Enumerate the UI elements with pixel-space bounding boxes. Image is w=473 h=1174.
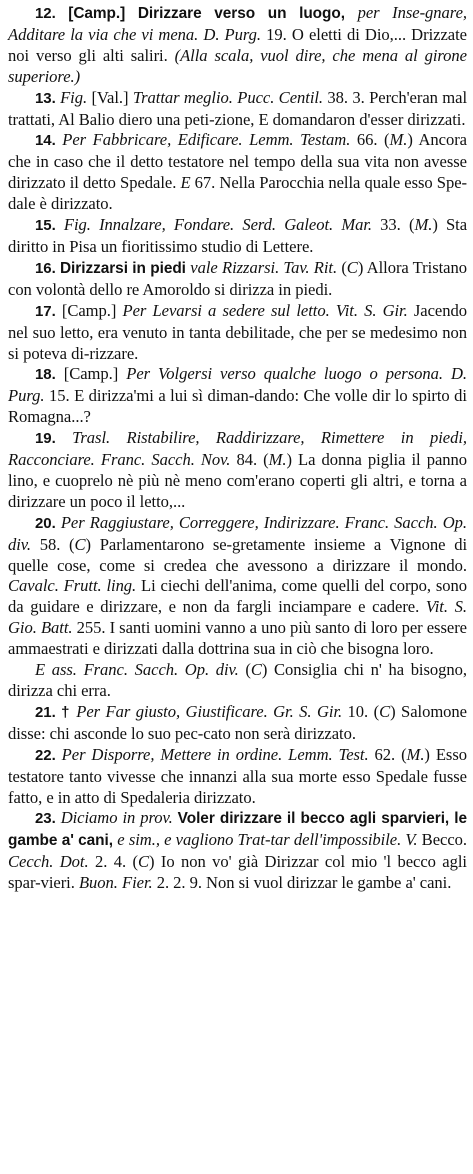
dictionary-entry	[8, 808, 467, 894]
text-span: Li ciechi dell'anima, come quelli del corpo, sono da guidare e dirizzare, e non da fargli inciampare e cadere.	[8, 576, 468, 617]
italic-text: Cecch. Dot.	[8, 852, 89, 872]
entry-number: 14.	[35, 132, 63, 150]
entry-number: 12.	[35, 5, 69, 22]
italic-text: C	[137, 852, 149, 872]
italic-text: M.	[268, 450, 287, 470]
text-span: 33. (	[372, 215, 415, 235]
italic-text: Buon. Fier.	[78, 873, 153, 893]
text-span: 84. (	[230, 450, 269, 470]
text-span: (	[337, 257, 347, 277]
italic-text: E	[180, 173, 191, 193]
italic-text: per Inse-gnare, Additare la via che vi mena. D. Purg.	[8, 3, 468, 44]
text-span: 67. Nella Parocchia nella quale esso Spe-dale è dirizzato.	[8, 173, 467, 214]
text-span: 38. 3. Perch'eran mal trattati, Al Balio diero una peti-zione, E domandaron d'esser dirizzati.	[8, 87, 468, 129]
dictionary-entry	[8, 88, 467, 131]
text-span: (	[238, 660, 251, 680]
text-span: [Camp.]	[61, 300, 123, 320]
entry-number: 18.	[35, 366, 64, 384]
text-span: ) Sta diritto in Pisa un fioritissimo studio di Lettere.	[8, 215, 468, 256]
italic-text: C	[379, 701, 391, 721]
text-span: 19. O eletti di Dio,... Drizzate noi verso gli alti saliri.	[8, 24, 467, 65]
text-span: ) Salomone disse: chi asconde lo suo pec-cato non serà dirizzato.	[8, 701, 467, 743]
entry-number: 19.	[35, 430, 73, 448]
italic-text: E ass. Franc. Sacch. Op. div.	[35, 660, 239, 680]
italic-text: C	[74, 534, 86, 554]
italic-text: Per Raggiustare, Correggere, Indirizzare. Franc. Sacch. Op. div.	[8, 512, 467, 554]
italic-text: C	[250, 660, 262, 680]
italic-text: C	[346, 257, 358, 277]
italic-text: M.	[414, 215, 433, 235]
entry-number: 23.	[35, 810, 61, 828]
dictionary-entry	[8, 258, 467, 301]
text-span: ) Allora Tristano con volontà dello re Amoroldo si dirizza in piedi.	[8, 257, 467, 299]
text-span: ) Parlamentarono se-gretamente insieme a Vignone di quelle cose, come si credea che avessono a dirizzare il mondo.	[8, 534, 467, 575]
text-span: ) Esso testatore tanto vivesse che innanzi alla sua morte esso Spedale fusse fatto, e in atto di Spedaleria dirizzato.	[8, 744, 467, 807]
italic-text: Per Fabbricare, Edificare. Lemm. Testam.	[62, 130, 351, 150]
italic-text: Vit. S. Gio. Batt.	[8, 597, 467, 638]
bold-text: Dirizzarsi in piedi	[59, 259, 191, 277]
italic-text: M.	[406, 744, 425, 764]
dictionary-entry	[8, 428, 467, 513]
dictionary-entry	[8, 364, 467, 428]
italic-text: Trasl. Ristabilire, Raddirizzare, Rimettere in piedi, Racconciare. Franc. Sacch. Nov.	[8, 428, 467, 470]
text-span: Jacendo nel suo letto, era venuto in tanta debilitade, che per se medesimo non si poteva di-rizzare.	[8, 300, 467, 363]
italic-text: Fig.	[60, 87, 88, 107]
dictionary-entry	[8, 513, 467, 660]
bold-text: [Camp.] Dirizzare verso un luogo,	[68, 5, 358, 22]
text-span: 2. 2. 9. Non si vuol dirizzar le gambe a' cani.	[152, 873, 452, 893]
bold-text: Voler dirizzare il becco agli sparvieri, le gambe a' cani,	[8, 810, 467, 850]
entry-number: 21. †	[35, 703, 77, 721]
text-span: ) Io non vo' già Dirizzar col mio 'l becco agli spar-vieri.	[8, 852, 467, 893]
italic-text: vale Rizzarsi. Tav. Rit.	[190, 257, 338, 277]
italic-text: Per Far giusto, Giustificare. Gr. S. Gir.	[76, 701, 343, 721]
text-span: ) Consiglia chi n' ha bisogno, dirizza chi erra.	[8, 660, 467, 700]
text-span: 15. E dirizza'mi a lui sì diman-dando: Che volle dir lo spirto di Romagna...?	[8, 386, 467, 427]
text-span: 255. I santi uomini vanno a uno più santo di loro per essere ammaestrati e dirizzati dalla dottrina sua in ciò che bisogna loro.	[8, 618, 467, 659]
dictionary-entry	[8, 702, 467, 745]
dictionary-entry	[8, 745, 467, 809]
text-span: ) Ancora che in caso che il detto testatore nel tempo della sua vita non avesse dirizzato il detto Spedale.	[8, 130, 468, 193]
dictionary-entry	[8, 660, 467, 702]
italic-text: Fig. Innalzare, Fondare. Serd. Galeot. Mar.	[63, 215, 373, 235]
text-span: [Val.]	[87, 87, 133, 107]
dictionary-entry	[8, 3, 467, 88]
text-span: 58. (	[31, 534, 75, 554]
italic-text: M.	[389, 130, 408, 150]
dictionary-entry	[8, 215, 467, 258]
entry-number: 15.	[35, 217, 64, 235]
italic-text: (Alla scala, vuol dire, che mena al girone superiore.)	[8, 45, 467, 86]
text-span: 66. (	[350, 130, 390, 150]
italic-text: Cavalc. Frutt. ling.	[8, 576, 137, 596]
italic-text: Diciamo in prov.	[60, 808, 178, 828]
dictionary-entry	[8, 130, 467, 215]
text-span: [Camp.]	[63, 364, 127, 384]
entry-number: 20.	[35, 514, 61, 532]
text-span: Becco.	[417, 830, 467, 850]
text-span: 62. (	[368, 744, 407, 764]
entry-number: 13.	[35, 89, 61, 107]
italic-text: Per Volgersi verso qualche luogo o persona. D. Purg.	[8, 364, 467, 406]
entry-number: 17.	[35, 302, 62, 320]
text-span: 10. (	[342, 701, 380, 721]
italic-text: Per Levarsi a sedere sul letto. Vit. S. Gir.	[122, 300, 408, 320]
italic-text: e sim., e vagliono Trat-tar dell'impossibile. V.	[117, 830, 418, 850]
italic-text: Trattar meglio. Pucc. Centil.	[132, 87, 324, 107]
text-span: 2. 4. (	[88, 852, 138, 872]
dictionary-entry	[8, 301, 467, 365]
entry-number: 22.	[35, 746, 62, 764]
entry-number: 16.	[35, 259, 60, 277]
italic-text: Per Disporre, Mettere in ordine. Lemm. Test.	[61, 744, 369, 764]
text-span: ) La donna piglia il panno lino, e cuoprelo nè più nè meno com'erano coperti gli altri, e torna a dirizzare un poco il letto,...	[8, 450, 467, 511]
